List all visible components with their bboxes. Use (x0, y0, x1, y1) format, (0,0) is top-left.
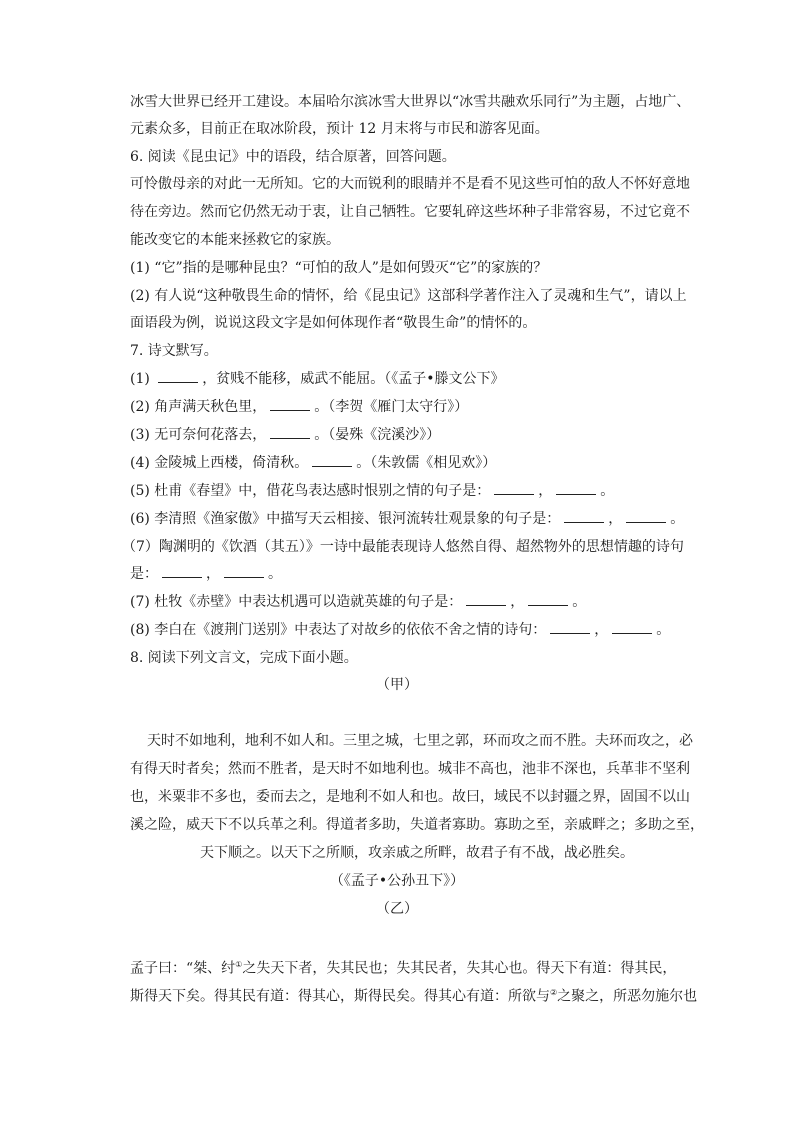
passage-text: 之失天下者，失其民也；失其民者，失其心也。得天下有道：得其民， (242, 960, 677, 977)
item-prefix: (7) 杜牧《赤壁》中表达机遇可以造就英雄的句子是： (130, 594, 463, 610)
q6-subquestion-1: (1) “它”指的是哪种昆虫？“可怕的敌人”是如何毁灭“它”的家族的？ (130, 260, 548, 276)
intro-line-2: 元素众多，目前正在取冰阶段，预计 12 月末将与市民和游客见面。 (130, 121, 549, 137)
passage-text: 孟子曰：“桀、纣 (130, 960, 236, 977)
q7-item-4 (130, 453, 496, 473)
item-prefix: (4) 金陵城上西楼，倚清秋。 (130, 455, 309, 471)
answer-blank[interactable] (564, 510, 604, 523)
passage-jia-line-2: 有得天时者矣；然而不胜者，是天时不如地利也。城非不高也，池非不深也，兵革非不坚利 (130, 761, 690, 777)
answer-blank[interactable] (312, 454, 352, 467)
item-suffix: 。 (268, 566, 282, 582)
item-suffix: 。（朱敦儒《相见欢》） (356, 455, 497, 471)
item-prefix: (1) (130, 371, 155, 387)
passage-jia-line-3: 也，米粟非不多也，委而去之，是地利不如人和也。故曰，域民不以封疆之界，固国不以山 (130, 789, 690, 805)
answer-blank[interactable] (612, 621, 652, 634)
q7-item-6 (130, 509, 684, 529)
footnote-marker: ① (235, 960, 243, 969)
answer-blank[interactable] (626, 510, 666, 523)
q7-item-7-line-1: （7）陶渊明的《饮酒（其五）》一诗中最能表现诗人悠然自得、超然物外的思想情趣的诗句 (122, 539, 684, 555)
item-separator: ， (538, 483, 553, 499)
answer-blank[interactable] (466, 593, 506, 606)
item-suffix: 。 (600, 483, 615, 499)
footnote-marker: ② (550, 988, 558, 997)
item-prefix: (2) 角声满天秋色里， (130, 399, 267, 415)
item-suffix: 。 (656, 622, 671, 638)
q6-subquestion-2-line-1: (2) 有人说“这种敬畏生命的情怀，给《昆虫记》这部科学著作注入了灵魂和生气”，请以上 (130, 288, 687, 304)
item-suffix: 。（晏殊《浣溪沙》） (314, 427, 441, 443)
item-prefix: (5) 杜甫《春望》中，借花鸟表达感时恨别之情的句子是： (130, 483, 491, 499)
q6-passage-line-2: 待在旁边。然而它仍然无动于衷，让自己牺牲。它要轧碎这些坏种子非常容易，不过它竟不 (130, 204, 690, 220)
answer-blank[interactable] (162, 565, 202, 578)
item-separator: ， (594, 622, 609, 638)
item-suffix: ，贫贱不能移，威武不能屈。（《孟子•滕文公下》 (202, 371, 505, 387)
passage-yi-line-2 (130, 983, 697, 1007)
answer-blank[interactable] (224, 565, 264, 578)
answer-blank[interactable] (270, 398, 310, 411)
q7-item-3 (130, 425, 440, 445)
item-prefix: (6) 李清照《渔家傲》中描写天云相接、银河流转壮观景象的句子是： (130, 511, 561, 527)
answer-blank[interactable] (494, 482, 534, 495)
passage-text: 之聚之，所恶勿施尔也 (557, 988, 698, 1005)
answer-blank[interactable] (528, 593, 568, 606)
passage-jia-line-5: 天下顺之。以天下之所顺，攻亲戚之所畔，故君子有不战，战必胜矣。 (200, 845, 634, 861)
answer-blank[interactable] (158, 370, 198, 383)
item-suffix: 。 (572, 594, 587, 610)
answer-blank[interactable] (550, 621, 590, 634)
q7-item-9 (130, 620, 670, 640)
passage-jia-label: （甲） (376, 677, 418, 693)
q7-heading: 7. 诗文默写。 (130, 343, 218, 359)
q6-subquestion-2-line-2: 面语段为例，说说这段文字是如何体现作者“敬畏生命”的情怀的。 (130, 315, 537, 331)
q7-item-7-line-2 (130, 564, 282, 584)
passage-yi-label: （乙） (376, 901, 418, 917)
item-prefix: (8) 李白在《渡荆门送别》中表达了对故乡的依依不舍之情的诗句： (130, 622, 547, 638)
item-separator: ， (510, 594, 525, 610)
q6-heading: 6. 阅读《昆虫记》中的语段，结合原著，回答问题。 (130, 149, 456, 165)
q6-passage-line-3: 能改变它的本能来拯救它的家族。 (130, 232, 340, 248)
q7-item-2 (130, 397, 468, 417)
q7-item-8 (130, 592, 586, 612)
q6-passage-line-1: 可怜傲母亲的对此一无所知。它的大而锐利的眼睛并不是看不见这些可怕的敌人不怀好意地 (130, 176, 690, 192)
passage-jia-source: （《孟子•公孙丑下》） (329, 873, 465, 889)
item-separator: ， (206, 566, 220, 582)
q7-item-5 (130, 481, 614, 501)
q7-item-1 (130, 369, 505, 389)
intro-line-1: 冰雪大世界已经开工建设。本届哈尔滨冰雪大世界以“冰雪共融欢乐同行”为主题，占地广、 (130, 94, 691, 110)
item-separator: ， (608, 511, 623, 527)
item-prefix: (3) 无可奈何花落去， (130, 427, 267, 443)
item-prefix: 是： (130, 566, 158, 582)
passage-jia-line-4: 溪之险，威天下不以兵革之利。得道者多助，失道者寡助。寡助之至，亲戚畔之；多助之至， (130, 817, 704, 833)
q8-heading: 8. 阅读下列文言文，完成下面小题。 (130, 650, 358, 666)
item-suffix: 。（李贺《雁门太守行》） (314, 399, 469, 415)
answer-blank[interactable] (556, 482, 596, 495)
passage-jia-line-1: 天时不如地利，地利不如人和。三里之城，七里之郭，环而攻之而不胜。夫环而攻之，必 (147, 733, 693, 749)
item-suffix: 。 (670, 511, 685, 527)
answer-blank[interactable] (270, 426, 310, 439)
passage-yi-line-1 (130, 955, 676, 979)
passage-text: 斯得天下矣。得其民有道：得其心，斯得民矣。得其心有道：所欲与 (130, 988, 550, 1005)
